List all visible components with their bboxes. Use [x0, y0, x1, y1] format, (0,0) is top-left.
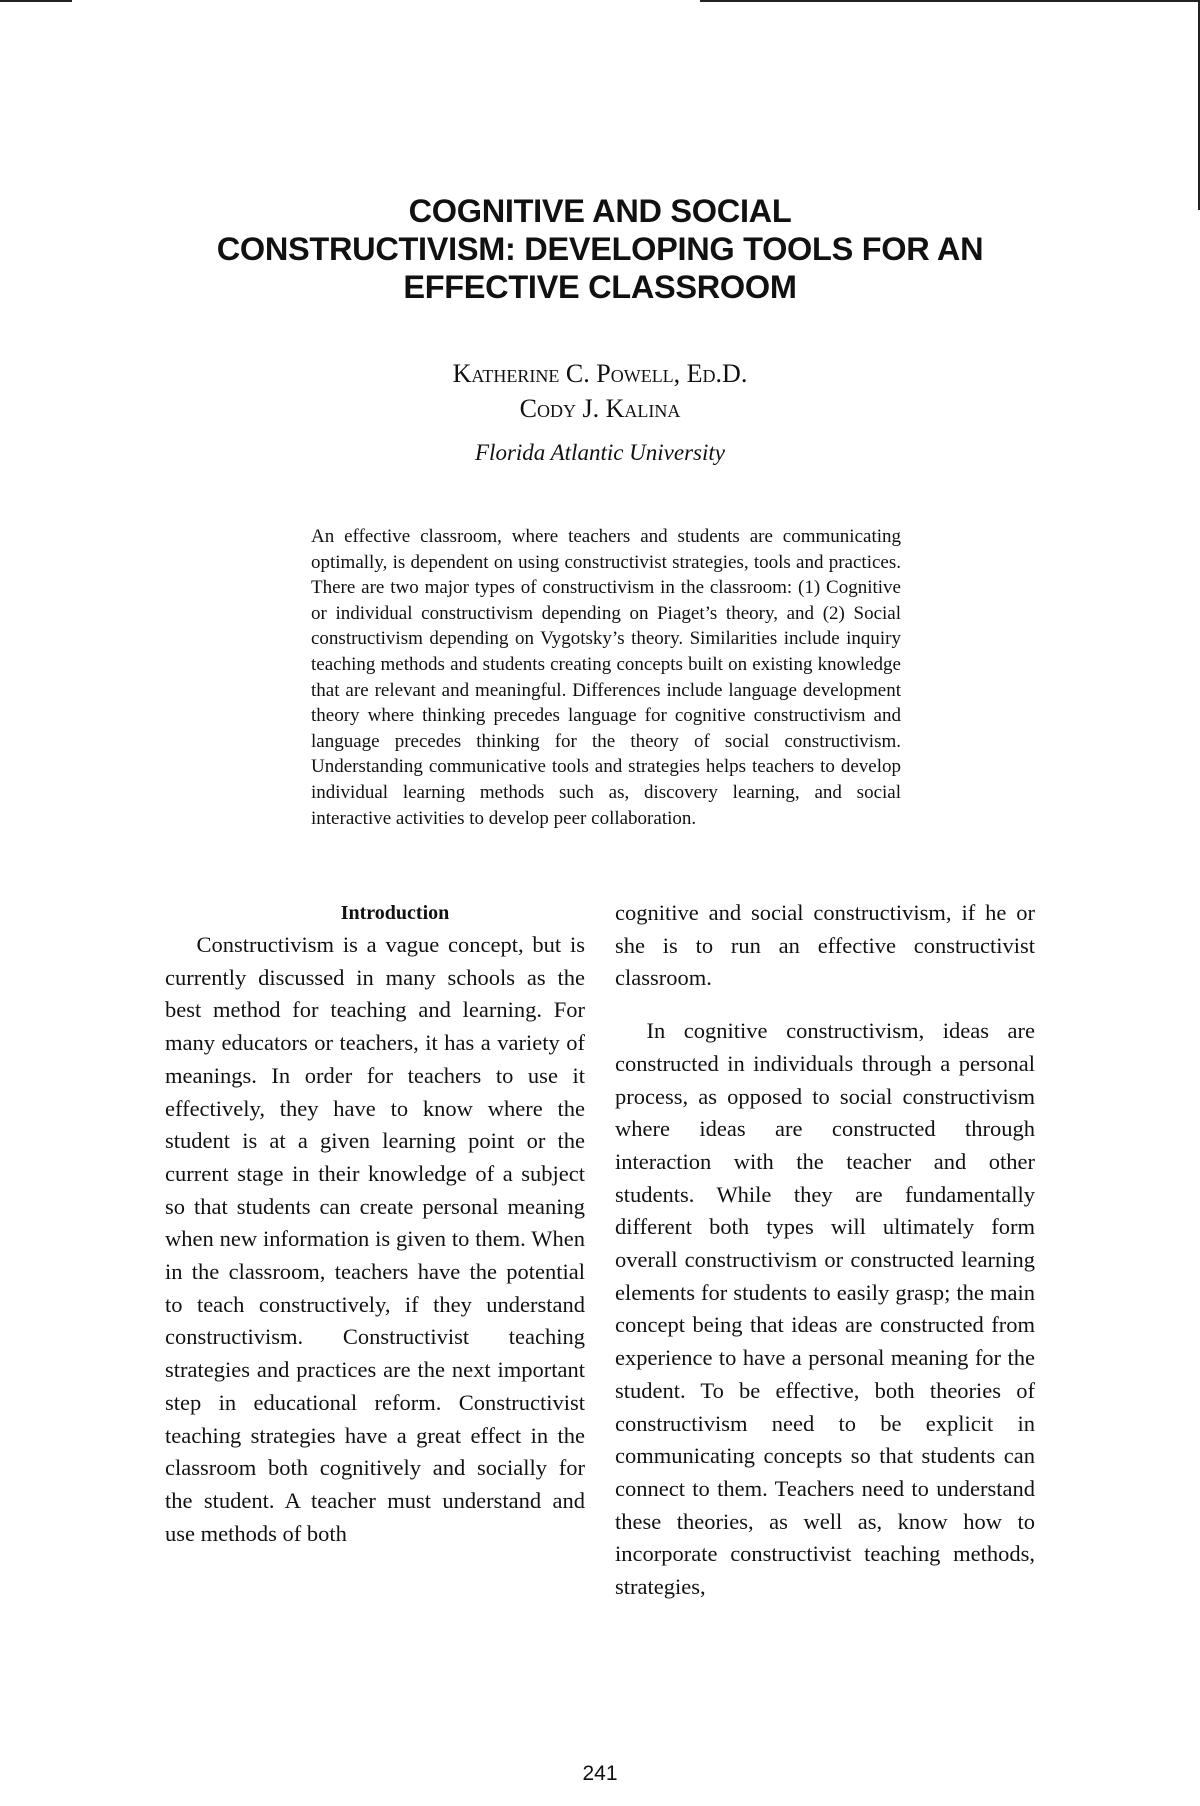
scan-top-rule-left — [0, 0, 72, 2]
section-heading-introduction: Introduction — [340, 902, 450, 924]
title-line-2: CONSTRUCTIVISM: DEVELOPING TOOLS FOR AN — [216, 231, 984, 267]
paper-title — [0, 192, 1200, 306]
intro-paragraph-1-continued: cognitive and social constructivism, if he or she is to run an effective constructivist classroom. — [615, 900, 1035, 991]
title-line-3: EFFECTIVE CLASSROOM — [403, 269, 797, 305]
left-column — [165, 897, 585, 1550]
title-line-1: COGNITIVE AND SOCIAL — [408, 193, 792, 229]
affiliation: Florida Atlantic University — [475, 440, 725, 465]
author-kalina: Cody J. Kalina — [519, 394, 681, 423]
paragraph-gap — [615, 995, 1035, 1015]
intro-paragraph-1: Constructivism is a vague concept, but is currently discussed in many schools as the best method for teaching and learning. For many educators or teachers, it has a variety of meanings. In order for teachers to use it effectively, they have to know where the student is at a given learning point or the current stage in their knowledge of a subject so that students can create personal meaning when new information is given to them. When in the classroom, teachers have the potential to teach constructively, if they understand constructivism. Constructivist teaching strategies and practices are the next important step in educational reform. Constructivist teaching strategies have a great effect in the classroom both cognitively and socially for the student. A teacher must understand and use methods of both — [165, 932, 585, 1546]
author-block — [0, 356, 1200, 426]
page-number: 241 — [582, 1762, 618, 1785]
abstract: An effective classroom, where teachers and students are communicating optimally, is dependent on using constructivist strategies, tools and practices. There are two major types of constructivism in the classroom: (1) Cognitive or individual constructivism depending on Piaget’s theory, and (2) Social constructivism depending on Vygotsky’s theory. Similarities include inquiry teaching methods and students creating concepts built on existing knowledge that are relevant and meaningful. Differences include language development theory where thinking precedes language for cognitive constructivism and language precedes thinking for the theory of social constructivism. Understanding communicative tools and strategies helps teachers to develop individual learning methods such as, discovery learning, and social interactive activities to develop peer collaboration. — [311, 526, 901, 829]
intro-paragraph-2: In cognitive constructivism, ideas are constructed in individuals through a personal process, as opposed to social constructivism where ideas are constructed through interaction with the teacher and other students. While they are fundamentally different both types will ultimately form overall constructivism or constructed learning elements for students to easily grasp; the main concept being that ideas are constructed from experience to have a personal meaning for the student. To be effective, both theories of constructivism need to be explicit in communicating concepts so that students can connect to them. Teachers need to understand these theories, as well as, know how to incorporate constructivist teaching methods, strategies, — [615, 1018, 1035, 1600]
right-column — [615, 897, 1035, 1604]
scan-top-rule-right — [700, 0, 1200, 2]
author-powell: Katherine C. Powell, Ed.D. — [452, 359, 748, 388]
